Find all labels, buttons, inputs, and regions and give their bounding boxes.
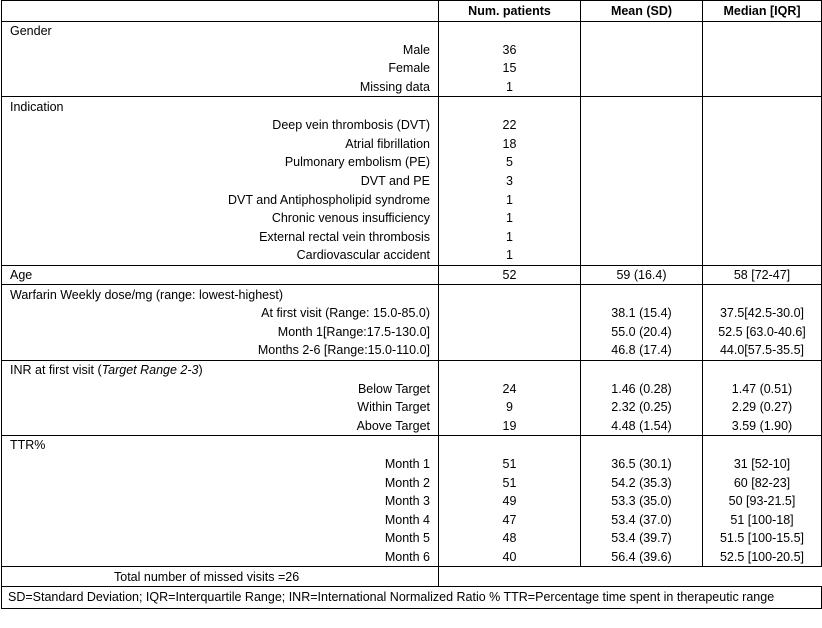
header-cell — [2, 1, 439, 22]
row-label: Female — [2, 59, 439, 78]
row-median — [703, 172, 822, 191]
row-n: 15 — [439, 59, 581, 78]
row-n: 1 — [439, 190, 581, 209]
row-label: Above Target — [2, 416, 439, 435]
footnote-row — [2, 586, 822, 608]
row-median — [703, 116, 822, 135]
row-mean: 1.46 (0.28) — [581, 379, 703, 398]
row-n: 5 — [439, 153, 581, 172]
table-row — [2, 228, 822, 247]
row-mean — [581, 116, 703, 135]
row-median — [703, 209, 822, 228]
row-mean: 2.32 (0.25) — [581, 398, 703, 417]
row-mean — [581, 59, 703, 78]
row-n: 47 — [439, 510, 581, 529]
section-title-row — [2, 436, 822, 455]
row-label-age: Age — [2, 265, 439, 285]
row-n: 48 — [439, 529, 581, 548]
table-row — [2, 492, 822, 511]
table-row — [2, 323, 822, 342]
row-median: 1.47 (0.51) — [703, 379, 822, 398]
table-row — [2, 548, 822, 567]
row-label: DVT and PE — [2, 172, 439, 191]
row-n: 22 — [439, 116, 581, 135]
row-median: 52.5 [100-20.5] — [703, 548, 822, 567]
row-mean — [581, 41, 703, 60]
row-n: 9 — [439, 398, 581, 417]
table-row — [2, 78, 822, 97]
row-median — [703, 78, 822, 97]
row-mean — [581, 246, 703, 265]
header-row — [2, 1, 822, 22]
table-row — [2, 153, 822, 172]
table-row — [2, 116, 822, 135]
row-median — [703, 135, 822, 154]
row-mean — [581, 153, 703, 172]
row-label: Month 5 — [2, 529, 439, 548]
table-row — [2, 473, 822, 492]
table-row — [2, 135, 822, 154]
row-median — [703, 153, 822, 172]
row-n: 40 — [439, 548, 581, 567]
total-missed-row — [2, 567, 822, 587]
header-num-patients: Num. patients — [439, 1, 581, 22]
table-row — [2, 379, 822, 398]
section-indication-title: Indication — [2, 97, 439, 116]
row-n: 51 — [439, 473, 581, 492]
section-warfarin-title: Warfarin Weekly dose/mg (range: lowest-highest) — [2, 285, 439, 304]
table-row — [2, 304, 822, 323]
row-n: 3 — [439, 172, 581, 191]
row-mean — [581, 209, 703, 228]
section-inr-title — [2, 360, 439, 379]
row-median: 51 [100-18] — [703, 510, 822, 529]
section-title-row — [2, 285, 822, 304]
row-mean: 53.4 (39.7) — [581, 529, 703, 548]
row-median: 60 [82-23] — [703, 473, 822, 492]
footnote: SD=Standard Deviation; IQR=Interquartile Range; INR=International Normalized Ratio % TTR=Percentage time spent in therapeutic range — [2, 586, 822, 608]
row-median: 50 [93-21.5] — [703, 492, 822, 511]
row-mean: 4.48 (1.54) — [581, 416, 703, 435]
row-median — [703, 59, 822, 78]
inr-title-target-range: Target Range 2-3 — [101, 362, 199, 377]
row-n — [439, 304, 581, 323]
table-row — [2, 190, 822, 209]
row-median — [703, 246, 822, 265]
row-n: 19 — [439, 416, 581, 435]
table-row — [2, 172, 822, 191]
table-row-age — [2, 265, 822, 285]
row-n: 49 — [439, 492, 581, 511]
row-n: 24 — [439, 379, 581, 398]
row-median — [703, 190, 822, 209]
row-n — [439, 341, 581, 360]
section-ttr-title: TTR% — [2, 436, 439, 455]
row-mean — [581, 78, 703, 97]
row-mean — [581, 135, 703, 154]
row-label: Below Target — [2, 379, 439, 398]
row-label: Male — [2, 41, 439, 60]
row-label: Chronic venous insufficiency — [2, 209, 439, 228]
section-title-row — [2, 97, 822, 116]
row-median: 44.0[57.5-35.5] — [703, 341, 822, 360]
row-n: 52 — [439, 265, 581, 285]
table-row — [2, 209, 822, 228]
row-median: 3.59 (1.90) — [703, 416, 822, 435]
row-n: 1 — [439, 246, 581, 265]
table-row — [2, 246, 822, 265]
row-n: 36 — [439, 41, 581, 60]
row-mean: 36.5 (30.1) — [581, 455, 703, 474]
total-missed-visits: Total number of missed visits =26 — [2, 567, 439, 587]
row-label: Cardiovascular accident — [2, 246, 439, 265]
row-mean: 56.4 (39.6) — [581, 548, 703, 567]
patient-characteristics-table — [1, 0, 822, 609]
row-median: 2.29 (0.27) — [703, 398, 822, 417]
table-row — [2, 341, 822, 360]
row-n: 1 — [439, 228, 581, 247]
row-n: 51 — [439, 455, 581, 474]
row-label: Within Target — [2, 398, 439, 417]
table-row — [2, 41, 822, 60]
row-label: Month 1[Range:17.5-130.0] — [2, 323, 439, 342]
row-label: Month 3 — [2, 492, 439, 511]
row-mean: 46.8 (17.4) — [581, 341, 703, 360]
table-row — [2, 59, 822, 78]
row-mean — [581, 190, 703, 209]
row-mean — [581, 172, 703, 191]
row-label: DVT and Antiphospholipid syndrome — [2, 190, 439, 209]
table-row — [2, 416, 822, 435]
row-label: Pulmonary embolism (PE) — [2, 153, 439, 172]
header-mean-sd: Mean (SD) — [581, 1, 703, 22]
inr-title-suffix: ) — [198, 362, 203, 377]
row-label: At first visit (Range: 15.0-85.0) — [2, 304, 439, 323]
header-median-iqr: Median [IQR] — [703, 1, 822, 22]
row-median — [703, 228, 822, 247]
table-row — [2, 398, 822, 417]
table-row — [2, 529, 822, 548]
row-median: 52.5 [63.0-40.6] — [703, 323, 822, 342]
row-label: Month 1 — [2, 455, 439, 474]
inr-title-prefix: INR at first visit ( — [10, 362, 102, 377]
row-mean: 53.4 (37.0) — [581, 510, 703, 529]
table-row — [2, 455, 822, 474]
row-label: Month 6 — [2, 548, 439, 567]
row-n: 1 — [439, 209, 581, 228]
section-title-row — [2, 360, 822, 379]
section-gender-title: Gender — [2, 22, 439, 41]
table-row — [2, 510, 822, 529]
row-label: Atrial fibrillation — [2, 135, 439, 154]
row-n: 18 — [439, 135, 581, 154]
row-mean — [581, 228, 703, 247]
row-n — [439, 323, 581, 342]
row-median: 37.5[42.5-30.0] — [703, 304, 822, 323]
row-median: 51.5 [100-15.5] — [703, 529, 822, 548]
row-mean: 53.3 (35.0) — [581, 492, 703, 511]
row-mean: 55.0 (20.4) — [581, 323, 703, 342]
row-label: Month 4 — [2, 510, 439, 529]
row-median: 58 [72-47] — [703, 265, 822, 285]
row-mean: 54.2 (35.3) — [581, 473, 703, 492]
row-label: Months 2-6 [Range:15.0-110.0] — [2, 341, 439, 360]
row-mean: 59 (16.4) — [581, 265, 703, 285]
row-label: External rectal vein thrombosis — [2, 228, 439, 247]
section-title-row — [2, 22, 822, 41]
row-label: Deep vein thrombosis (DVT) — [2, 116, 439, 135]
row-mean: 38.1 (15.4) — [581, 304, 703, 323]
row-median: 31 [52-10] — [703, 455, 822, 474]
row-n: 1 — [439, 78, 581, 97]
row-median — [703, 41, 822, 60]
row-label: Month 2 — [2, 473, 439, 492]
row-label: Missing data — [2, 78, 439, 97]
